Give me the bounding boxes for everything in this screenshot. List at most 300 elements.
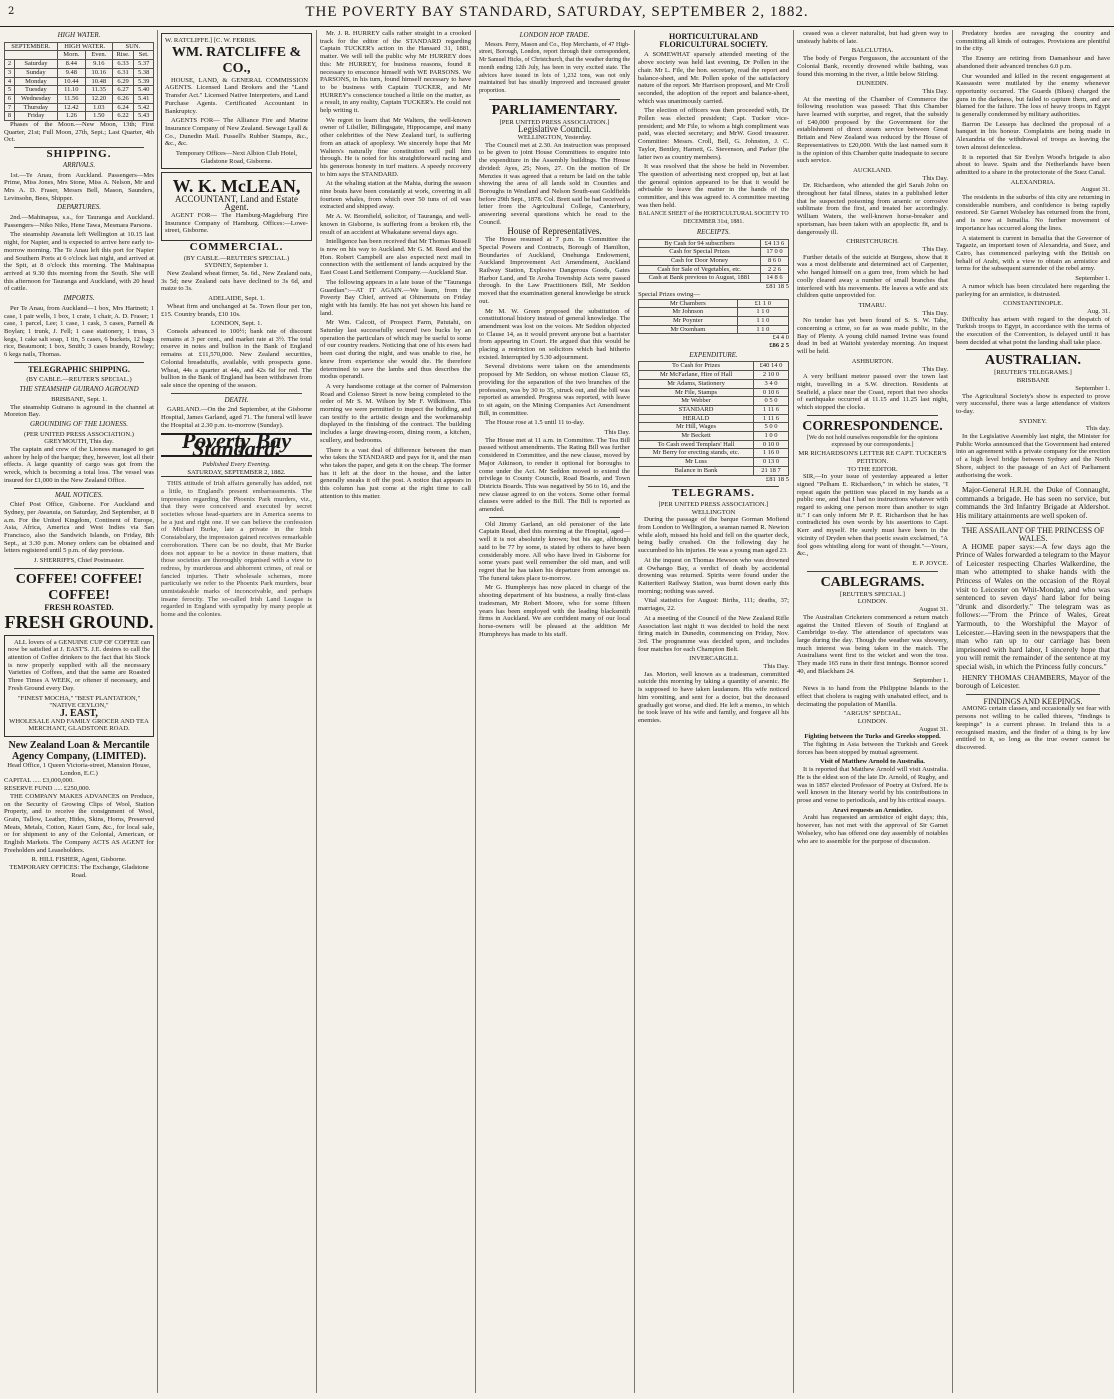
- expend-row: [639, 379, 789, 388]
- commercial-title: COMMERCIAL.: [189, 240, 284, 253]
- tide-row: [5, 94, 154, 103]
- reserve: RESERVE FUND ..... £250,000.: [4, 785, 91, 793]
- column-rule: [952, 30, 953, 1393]
- parl-title: PARLIAMENTARY.: [491, 102, 618, 118]
- nzloan-text: THE COMPANY MAKES ADVANCES on Produce, on the Security of Growing Clips of Wool, Station Property, and to receive the consignment of Wool, Grain, Tallow, Leather, Hides, Skins, Horns, Preserved Meats, Metals, Cotton, Kauri Gum, &c., for local sale, or for shipment to any of the Colonial, American, or English Markets. The Company ACTS AS AGENT for Freeholders and Leaseholders.: [4, 792, 154, 854]
- tide-row-cell: Saturday: [15, 60, 58, 69]
- ashburton-thisday: This Day.: [922, 365, 948, 373]
- mail-text: Chief Post Office, Gisborne. For Auckland and Sydney, per Awanuia, on Saturday, 2nd September, at 8 a.m. For the United Kingdom, Continent of Europe, Asia, Africa, America and West Indies via San Francisco, also the Sandwich Islands, on Friday, 8th Sept., at 3.30 p.m. Money orders can be obtained and letters registered until 5 p.m. of day previous.: [4, 501, 154, 555]
- tide-col-sun: SUN.: [112, 42, 153, 51]
- hr-text: The House rose at 1.5 until 11 to-day.: [485, 419, 585, 427]
- moon-note: Phases of the Moon.—New Moon, 13th; First Quarter, 21st; Full Moon, 27th, Sept.; Last Quarter, 4th Oct.: [4, 121, 154, 144]
- hort-text: A SOMEWHAT sparsely attended meeting of the above society was held last evening, Dr Pollen in the chair. Mr L. File, the hon. secretary, read the report and balance-sheet, and Mr. Pollen spoke of the satisfactory nature of the report. Mr Harrison proposed, and Mr Croll seconded, the adoption of the report and balance-sheet, which was unanimously carried.: [638, 51, 789, 105]
- article-paragraph: Barron De Lesseps has declined the proposal of a banquet in his honour. Complaints are being made in Alexandria of the withdrawal of troops as leaving the town almost defenceless.: [956, 120, 1110, 151]
- article-paragraph: Intelligence has been received that Mr Thomas Russell is now on his way to Auckland. Mr G. M. Reed and the Hon. Robert Campbell are also expected next mail in connection with the settlement of lands acquired by the East Coast Land Settlement Company.—Auckland Star.: [320, 238, 471, 277]
- tide-row-cell: 10.44: [57, 77, 85, 86]
- auckland-title: AUCKLAND.: [853, 166, 892, 174]
- receipts-row: [639, 265, 789, 274]
- tide-sub: [5, 51, 58, 60]
- tide-row-cell: 5.37: [134, 60, 154, 69]
- expend-row: [639, 397, 789, 406]
- cable-date2: September 1.: [913, 677, 948, 685]
- tide-row-cell: 1.03: [85, 103, 112, 112]
- arnold-text: It is reported that Matthew Arnold will visit Australia. He is the eldest son of the late Dr. Arnold, of Rugby, and was in 1857 elected Professor of Poetry at Oxford. He is well known in the literary world by his contributions in prose and verse to periodicals, and by his critical essays.: [797, 766, 948, 804]
- expend-total: £81 18 5: [765, 475, 789, 483]
- alex-title: ALEXANDRIA.: [1010, 178, 1056, 186]
- expend-row: [639, 449, 789, 458]
- cable-text: The Australian Cricketers commenced a return match against the United Eleven of South of England at Cambridge to-day. The attendance of spectators was large during the day. Though the weather was showery, much interest was being taken in the match. The Australians went first to the wicket and won the toss. They made 165 runs in their first innings. Bonnor scored 40, and Blackham 24.: [797, 613, 948, 675]
- article-paragraph: Predatory hordes are ravaging the country and committing all kinds of outrages. Provisions are plentiful in the city.: [956, 30, 1110, 53]
- adelaide-text: Wheat firm and unchanged at 5s. Town flour per ton, £15. Country brands, £10 10s.: [161, 302, 312, 318]
- tide-row-cell: 10.16: [85, 68, 112, 77]
- column-6: [797, 30, 948, 1393]
- argus-london: LONDON.: [857, 717, 888, 725]
- tide-row-cell: 11.35: [85, 86, 112, 95]
- ratcliffe-ad: [161, 33, 312, 169]
- masthead: [0, 0, 1114, 27]
- agents-for: AGENTS FOR— The Alliance Fire and Marine Insurance Company of New Zealand. Sewage Lyall & Co., Dunedin Mail. Fussell's Rubber Stamps, &c., &c., &c.: [165, 117, 308, 148]
- sydney-title: SYDNEY.: [1019, 417, 1047, 425]
- balance-title: BALANCE SHEET of the HORTICULTURAL SOCIETY TO DECEMBER 31st, 1881.: [638, 211, 789, 226]
- imports-text: Per Te Anau, from Auckland—1 box, Mrs Hartnett; 1 case, 1 pair wells, 1 box, 1 crate, 1 chair, A. D. Fraser; 1 case, 1 parcel, Lee; 1 case, 1 cask, 3 cases, Parnell & Boylan; 1 trunk, J. Fell; 1 case stationery, 1 truss, 3 kegs, 1 cake salt soap, 1 tin, 5 cases, 6 buckets, 12 bags rice, Beaumont; 1 box, Smith; 3 cases brandy, Rowley; 6 kegs nails, Thomas.: [4, 304, 154, 359]
- capital: CAPITAL ..... £3,000,000.: [4, 777, 74, 785]
- expend-row: [639, 458, 789, 467]
- lioness-title: GROUNDING OF THE LIONESS.: [30, 419, 128, 428]
- argus-head: Fighting between the Turks and Greeks stopped.: [804, 733, 941, 741]
- brisbane-date: September 1.: [1075, 384, 1110, 392]
- expend-table: [638, 361, 789, 475]
- departures-text: 2nd.—Mahinapua, s.s., for Tauranga and Auckland. Passengers—Niko Niko, Hene Tawa, Mesmara Parsons.: [4, 214, 154, 229]
- sydney-text: New Zealand wheat firmer, 5s. 6d., New Zealand oats, 3s 5d; new Zealand oats have declined to 3s 6d, and maize to 3s.: [161, 270, 312, 293]
- death-text: GARLAND.—On the 2nd September, at the Gisborne Hospital, James Garland, aged 71. The funeral will leave the Hospital at 2.30 p.m. to-morrow (Sunday).: [161, 406, 312, 429]
- tel-text: At a meeting of the Council of the New Zealand Rifle Association last night it was decided to hold the next firing match in Dunedin, commencing on Friday, Nov. 3rd. The programme was decided upon, and includes four matches for each Champion Belt.: [638, 614, 789, 653]
- receipts-title: RECEIPTS.: [696, 227, 731, 236]
- tide-row-cell: 6.31: [112, 68, 134, 77]
- mocha: "FINEST MOCHA," "BEST PLANTATION," "NATIVE CEYLON,": [17, 694, 141, 710]
- tide-sub: Rise.: [112, 51, 134, 60]
- lc-text: The Council met at 2.30. An instruction was proposed to be given to joint House Committees to enquire into the expenditure in the Assembly buildings. The House divided: Ayes, 25; Noes, 27. On the motion of Dr Menzies it was agreed that a return be laid on the table showing the area of all lands sold in Counties and Boroughs in Westland and Nelson South-east Goldfields before 29th Sept., 1878. Col. Brett said he had received a letter from the Agricultural College, Canterbury, answering several questions which he read to the Council.: [479, 141, 630, 226]
- findings-title: FINDINGS AND KEEPINGS.: [983, 696, 1083, 706]
- special-row-cell: 1 1 0: [737, 308, 788, 317]
- tide-row: [5, 103, 154, 112]
- column-1: [4, 30, 154, 1393]
- mail-title: MAIL NOTICES.: [54, 490, 104, 499]
- tide-row-cell: 9.48: [57, 68, 85, 77]
- auckland-text: Dr. Richardson, who attended the girl Sarah John on throughout her fatal illness, states in a published letter that he suspected poisoning from arsenic or corrosive sublimate from the first, and treated her accordingly. William Waters, the well-known horse-breaker and sportsman, has been taken with an apoplectic fit, and is dangerously ill.: [797, 182, 948, 236]
- tide-row: [5, 60, 154, 69]
- article-paragraph: At the whaling station at the Mahia, during the season nine boats have been constantly at work, covering in all fourteen whales, from which over 50 tuns of oil was extracted and shipped away.: [320, 180, 471, 211]
- agent: R. HILL FISHER, Agent, Gisborne.: [31, 856, 127, 864]
- receipts-row-cell: 2 2 6: [760, 265, 788, 274]
- coffee-text: ALL lovers of a GENUINE CUP OF COFFEE can now be satisfied at J. EAST'S. J.E. desires to call the attention of Coffee drinkers to the fact that his Stock is now properly supplied with all the necessary Varieties of Coffees, and that the same are Roasted Three Times A WEEK, or oftener if necessary, and Fresh Ground every Day.: [8, 638, 150, 692]
- special-row-cell: £1 1 0: [737, 299, 788, 308]
- invercargill-title: INVERCARGILL: [689, 655, 738, 663]
- tide-row-cell: 11.56: [57, 94, 85, 103]
- receipts-row: [639, 239, 789, 248]
- coffee-ad: [4, 635, 154, 737]
- expend-row-cell: To Cash for Prizes: [639, 362, 754, 371]
- arnold-head: Visit of Matthew Arnold to Australia.: [820, 758, 925, 766]
- fresh-ground: FRESH GROUND.: [4, 611, 154, 632]
- expend-row-cell: Mr Hill, Wages: [639, 423, 754, 432]
- lc-dateline: WELLINGTON, Yesterday.: [517, 134, 592, 142]
- expend-row: [639, 423, 789, 432]
- wales-sig: HENRY THOMAS CHAMBERS, Mayor of the borough of Leicester.: [956, 672, 1110, 691]
- tide-row-cell: 12.20: [85, 94, 112, 103]
- article-paragraph: Mr Wm. Calcott, of Prospect Farm, Patutahi, on Saturday last successfully secured two bucks by an operation the particulars of which may be useful to some of our country readers. Noticing that one of his ewes had been cast during the night, and was unable to rise, he knew from experience she would die. He therefore determined to save the lambs and thus describes the modus operandi.: [320, 319, 471, 381]
- tide-row-cell: 9.16: [85, 60, 112, 69]
- tide-row-cell: 8: [5, 112, 15, 121]
- balclutha-text: The body of Fergus Fergusson, the accountant of the Colonial Bank, recently drowned while bathing, was found this morning in the river, a little below Stirling.: [797, 55, 948, 78]
- brisbane-title: BRISBANE: [1016, 377, 1050, 385]
- telegraphic-sub: (BY CABLE.—REUTER'S SPECIAL.): [26, 376, 132, 384]
- parl-sub: [PER UNITED PRESS ASSOCIATION.]: [499, 118, 610, 126]
- arrivals-title: ARRIVALS.: [62, 160, 96, 169]
- hr-thisday: This Day.: [604, 429, 630, 437]
- tide-row-cell: 5.38: [134, 68, 154, 77]
- arrivals-text: 1st.—Te Anau, from Auckland. Passengers—Mrs Prime, Miss Jones, Mrs Stone, Miss A. Nelson, Mr and Mrs A. D. Fraser, Messrs Bell, Mason, Saunders, Levinsohn, Bees, Shipper.: [4, 171, 154, 202]
- adelaide-dateline: ADELAIDE, Sept. 1.: [208, 295, 265, 303]
- tide-row-cell: 5.43: [134, 112, 154, 121]
- article-paragraph: We regret to learn that Mr Walters, the well-known owner of Lilsiller, Billingsgate, Hippocampe, and many other celebrities of the New Zealand turf, is suffering from an attack of apoplexy. We sincerely hope that Mr Walters's naturally fine constitution will pull him through. He is noted for his straightforward racing and his generous honesty in turf matters. A speedy recovery to him says the STANDARD.: [320, 116, 471, 178]
- tide-row-cell: 6.24: [112, 103, 134, 112]
- tide-sub: Even.: [85, 51, 112, 60]
- tel-text: Vital statistics for August: Births, 111; deaths, 37; marriages, 22.: [638, 597, 789, 613]
- death-title: DEATH.: [224, 395, 249, 404]
- tide-col-high: HIGH WATER.: [57, 42, 112, 51]
- receipts-row-cell: Cash for Sale of Vegetables, etc.: [639, 265, 761, 274]
- expend-row-cell: Mr Berry for erecting stands, etc.: [639, 449, 754, 458]
- expend-row-cell: 2 10 0: [754, 371, 789, 380]
- tide-row-cell: 6.26: [112, 94, 134, 103]
- column-rule: [316, 30, 317, 1393]
- aus-title: AUSTRALIAN.: [984, 353, 1082, 369]
- expend-row-cell: 1 11 6: [754, 405, 789, 414]
- special-row-cell: Mr Chambers: [639, 299, 738, 308]
- page-number: 2: [8, 6, 15, 17]
- ratcliffe-top: W. RATCLIFFE.] [C. W. FERRIS.: [165, 37, 257, 44]
- london-dateline: LONDON, Sept. 1.: [210, 320, 263, 328]
- expend-row-cell: Mr Adams, Stationery: [639, 379, 754, 388]
- christchurch-text: Further details of the suicide at Burgess, show that it was a most deliberate and determined act of Carpenter, who hanged himself on a gum tree, from which he had coolly cleared away a number of small branches that interfered with his movements. He leaves a wife and six children quite unprovided for.: [797, 253, 948, 300]
- article-paragraph: The Enemy are retiring from Damanhour and have abandoned their advanced trenches 6.0 p.m.: [956, 55, 1110, 70]
- tide-row-cell: 1.50: [85, 112, 112, 121]
- alex-text: A rumor which has been circulated here regarding the parleying for an armistice, is distrusted.: [956, 282, 1110, 298]
- cable-date: August 31.: [919, 606, 948, 614]
- tide-row-cell: 4: [5, 77, 15, 86]
- leader-article: THIS attitude of Irish affairs generally has added, not a little, to England's present embarrassments. The impression regarding the Phoenix Park murders, viz., that they were conceived and executed by secret societies whose head-quarters are in America seems to be a just and right one. If we can believe the confession of Michael Burke, late a private in the Irish Constabulary, the impression gained receives remarkable corroboration. There can be no doubt, that Mr Burke does not appear to be a novice in these matters, that those societies are thoroughly organised with a view to redress, by murderous and abhorrent crimes, of real or fancied injuries. Their wholesale schemes, more particularly we refer to the Phoenix Park murders, bear unmistakeable marks of inconceivable, and perhaps insane ferocity. The so-called Irish Land League is regarded in England with sympathy by many people at home and the colonies.: [161, 480, 312, 619]
- christchurch-title: CHRISTCHURCH.: [846, 238, 899, 246]
- special-row: [639, 316, 789, 325]
- aravi-head: Aravi requests an Armistice.: [832, 806, 913, 814]
- receipts-table: [638, 239, 789, 284]
- argus-text: The fighting in Asia between the Turkish and Greek forces has been stopped by mutual agreement.: [797, 741, 948, 756]
- special-row-cell: 1 1 0: [737, 325, 788, 334]
- expend-row: [639, 388, 789, 397]
- tide-row-cell: 11.10: [57, 86, 85, 95]
- telegraphic-title: TELEGRAPHIC SHIPPING.: [28, 364, 130, 374]
- mclean-name: W. K. McLEAN,: [172, 176, 301, 197]
- sydney-dateline: SYDNEY, September 1.: [204, 262, 269, 270]
- hort-text: The election of officers was then proceeded with, Dr Pollen was elected president; Capt. Tucker vice-president; and Mr File, to whom a high compliment was paid, was elected secretary; and MrW. Good treasurer. Committee: Messrs. Croll, Bell, G. Johnston, J. C. Taylor, Bentley, Harnett, G. Stevenson, and Parker (the latter two as country members).: [638, 107, 789, 161]
- const-date: Aug. 31.: [1087, 307, 1110, 315]
- column-3: [320, 30, 471, 1393]
- tide-row-cell: 6.27: [112, 86, 134, 95]
- issue-date: SATURDAY, SEPTEMBER 2, 1882.: [161, 469, 312, 478]
- brisbane-text: The Agricultural Society's show is expected to prove very successful, there was a large attendance of visitors to-day.: [956, 392, 1110, 415]
- dunedin-text: At the meeting of the Chamber of Commerce the following resolution was passed: That this Chamber have learned with surprise, and regret, that the subsidy of £40,000 proposed by the Government for the establishment of direct steam service between Great Britain and New Zealand was reduced by the House of Representatives to £20,000. With the last named sum it is the opinion of this Chamber quite inadequate to secure such service.: [797, 95, 948, 165]
- tide-row-cell: 2: [5, 60, 15, 69]
- hr-text: The House met at 11 a.m. in Committee. The Tea Bill passed without amendments. The Rating Bill was further considered in Committee, and the new clause, moved by Major Atkinson, to render it optional for boroughs to come under the Act. Mr Seddon moved to extend the privilege to County Councils, Road Boards, and Town Districts Boards. This was negatived by 56 to 16, and the new clause agreed to on the voices. Some other formal clauses were added to the Bill. The Bill is reported as amended.: [479, 436, 630, 514]
- tide-sub: Set.: [134, 51, 154, 60]
- article-paragraph: A very handsome cottage at the corner of Palmerston Road and Colenso Street is now being completed to the order of Mr S. M. Wilson by Mr F. Wilkinson. This morning we were permitted to inspect the building, and can testify to the artistic design and the workmanship displayed in the finishing of the contract. The building includes a large drawing-room, dining room, a kitchen, scullery, and bedrooms.: [320, 382, 471, 444]
- expend-title: EXPENDITURE.: [689, 350, 738, 359]
- expend-row-cell: HERALD: [639, 414, 754, 423]
- article-paragraph: Mr G. Humphreys has now placed in charge of the shooting department of his business, a really first-class tradesman, Mr Robert Moore, who for some fifteen years has been employed with the leading blacksmith firms in Auckland. We are confident many of our local horse-owners will be pleased at the addition Mr Humphreys has made to his staff.: [479, 584, 630, 638]
- const-title: CONSTANTINOPLE.: [1003, 300, 1063, 308]
- argus-title: "ARGUS" SPECIAL.: [843, 710, 902, 718]
- corr-note: [We do not hold ourselves responsible for the opinions expressed by our correspondents.]: [806, 434, 939, 449]
- east-desc: WHOLESALE AND FAMILY GROCER AND TEA MERCHANT, GLADSTONE ROAD.: [9, 717, 149, 733]
- const-text: Difficulty has arisen with regard to the despatch of Turkish troops to Egypt, in accordance with the terms of the execution of the Convention, is delayed until it has been decided at what point the landing shall take place.: [956, 315, 1110, 346]
- article-paragraph: The following appears in a late issue of the "Tauranga Guardian":—AT IT AGAIN.—We learn, from the Poverty Bay Chief, arrived at Ohinemutu on Friday night with his family. He has not yet shown his hand re land.: [320, 278, 471, 317]
- invercargill-text: Jas. Morton, well known as a tradesman, committed suicide this morning by taking a quantity of arsenic. He is supposed to have taken laudanum. His wife noticed him vomiting, and sent for a doctor, but the deceased gradually got worse, and died. He left a memo., in which he took leave of his wife and family, and forgave all his enemies.: [638, 670, 789, 724]
- hop-title: LONDON HOP TRADE.: [519, 31, 590, 39]
- receipts-row: [639, 274, 789, 283]
- mclean-ad: [161, 172, 312, 241]
- published: Published Every Evening.: [202, 460, 271, 468]
- expend-row-cell: STANDARD: [639, 405, 754, 414]
- tide-row-cell: Friday: [15, 112, 58, 121]
- receipts-row: [639, 256, 789, 265]
- hr-text: Mr M. W. Green proposed the substitution of constitutional history instead of general knowledge. The amendment was lost on the voices. Mr Seddon objected to Clause 14, as it would prevent anyone but a barrister from appearing in Court. He argued that this would be placing a restriction on solicitors which had hitherto existed. Interrupted by 5.30 adjournment.: [479, 307, 630, 361]
- tide-row-cell: Sunday: [15, 68, 58, 77]
- mclean-agent: AGENT FOR— The Hamburg-Magdeburg Fire Insurance Company of Hamburg. Offices:—Lowe-street, Gisborne.: [165, 211, 308, 235]
- special-total: £4 4 0: [772, 334, 789, 342]
- tide-row-cell: 5.39: [134, 77, 154, 86]
- wales-title: THE ASSAILANT OF THE PRINCESS OF WALES.: [961, 526, 1105, 543]
- expend-row-cell: 0 5 0: [754, 397, 789, 406]
- tel-sub: [PER UNITED PRESS ASSOCIATION.]: [658, 500, 769, 508]
- telegrams-title: TELEGRAMS.: [671, 487, 756, 500]
- london-text: Consols advanced to 100½; bank rate of discount remains at 3 per cent., and market rate at 3½. The total reserve in notes and bullion in the Bank of England remains at £11,570,000. New Zealand securities, Colonial breadstuffs, available, with prospects gone. Wheat, 44s a quarter at 44s, and 42s 6d for red. The bullion in the Bank of England has been withdrawn from sale since the opening of the season.: [161, 327, 312, 389]
- ashburton-title: ASHBURTON.: [851, 357, 894, 365]
- receipts-row-cell: Cash for Door Money: [639, 256, 761, 265]
- tide-row-cell: Tuesday: [15, 86, 58, 95]
- balclutha-title: BALCLUTHA.: [851, 47, 894, 55]
- tide-heading: HIGH WATER.: [57, 31, 101, 39]
- expend-row-cell: Mr Luss: [639, 458, 754, 467]
- tide-row-cell: 5.40: [134, 86, 154, 95]
- article-paragraph: Our wounded and killed in the recent engagement at Kassassin were mutilated by the enemy whenever opportunity occurred. The Guards (Blues) charged the guns in the darkness, but failed to capture them, and are blamed for the failure. The loss of heavy troops in Egypt is generally condemned by military authorities.: [956, 72, 1110, 119]
- tel-text: At the inquest on Thomas Hewson who was drowned at Owhango Bay, a verdict of death by accidental drowning was returned. Spirits were found under the Kaiteriteri Railway Station, was burnt down early this morning; nothing was saved.: [638, 556, 789, 595]
- cable-title: CABLEGRAMS.: [820, 574, 925, 590]
- tide-sub: Morn.: [57, 51, 85, 60]
- expend-row: [639, 405, 789, 414]
- imports-title: IMPORTS.: [63, 294, 95, 303]
- guirano-title: THE STEAMSHIP GUIRANO AGROUND: [19, 385, 139, 394]
- hort-text: It was resolved that the show be held in November. The question of advertising next cropped up, but at last the general opinion appeared to be that it would be advisable to leave the matter in the hands of the committee, and this was agreed to. A committee meeting was then held.: [638, 163, 789, 209]
- special-row-cell: Mr Poynter: [639, 316, 738, 325]
- receipts-row-cell: Cash at Bank previous to August, 1881: [639, 274, 761, 283]
- expend-row-cell: To Cash owed Templars' Hall: [639, 440, 754, 449]
- tide-row: [5, 68, 154, 77]
- special-table: [638, 299, 789, 335]
- hr-title: House of Representatives.: [507, 226, 602, 237]
- tide-row-cell: 7: [5, 103, 15, 112]
- expend-row-cell: Mr Webber: [639, 397, 754, 406]
- corr-text: SIR,—In your issue of yesterday appeared a letter signed "Pelham E. Richardson," in which he states, "I repeat again the petition was placed in my hands as a public one, and that I had no instructions whatever with regard to asking one person more than another to sign it." I can only inform Mr P. E. Richardson that he has contradicted his own words by his assertions to Capt. Kerr and myself. He surely must have been in the vicinity of Dryden when that poetic swain exclaimed, "A fool goes whistling along for want of thought."—Yours, &c.,: [797, 473, 948, 558]
- hort-title: HORTICULTURAL AND FLORICULTURAL SOCIETY.: [659, 32, 768, 49]
- expend-row-cell: 1 16 0: [754, 449, 789, 458]
- dunedin-title: DUNEDIN.: [856, 80, 889, 88]
- tide-row-cell: 1.26: [57, 112, 85, 121]
- tide-row-cell: 8.44: [57, 60, 85, 69]
- argus-date: August 31.: [919, 725, 948, 733]
- hr-text: The House resumed at 7 p.m. In Committee the Special Powers and Contracts, Borough of Hamilton, Boundaries of Auckland, Onehunga Endowment, Auckland Improvement Act Amendment, Auckland Railway Station, Explosive Dangerous Goods, Gates Harbor Land, and Te Aroha Township Acts were passed through. In the Law Practitioners Bill, Mr Seddon moved that the examination general knowledge be struck out.: [479, 236, 630, 305]
- receipts-row-cell: 17 0 0: [760, 248, 788, 257]
- tide-row-cell: Thursday: [15, 103, 58, 112]
- tide-table: [4, 42, 154, 121]
- special-row: [639, 299, 789, 308]
- column-rule: [157, 30, 158, 1393]
- guirano-dateline: BRISBANE, Sept. 1.: [51, 395, 107, 403]
- corr-heading: MR RICHARDSON'S LETTER RE CAPT. TUCKER'S PETITION.: [798, 450, 947, 465]
- expend-row-cell: Mr McFarlane, Hire of Hall: [639, 371, 754, 380]
- cable-london: LONDON.: [857, 598, 888, 606]
- temp-offices: TEMPORARY OFFICES: The Exchange, Gladstone Road.: [9, 864, 149, 879]
- tide-row: [5, 112, 154, 121]
- receipts-row: [639, 248, 789, 257]
- expend-row: [639, 362, 789, 371]
- tide-row-cell: 3: [5, 68, 15, 77]
- postmaster: J. SHERRIFFS, Chief Postmaster.: [33, 557, 125, 565]
- special-row-cell: Mr Johnson: [639, 308, 738, 317]
- alex-text: A statement is current in Ismailia that the Governor of Tagaziz, an important town of Alexandria, and Suez, and Cairo, has commenced parleying with the British on behalf of Arabi, with a view to obtain an armistice and terms for the subsequent surrender of the rebel army.: [956, 234, 1110, 273]
- timaru-title: TIMARU.: [858, 301, 887, 309]
- receipts-total: £81 18 5: [765, 283, 789, 291]
- ratcliffe-text: HOUSE, LAND, & GENERAL COMMISSION AGENTS. Licensed Land Brokers and the "Land Transfer Act." Licensed Native Interpreters, and Land Purchase Agents. Certificated Accountant in Bankruptcy.: [165, 76, 308, 115]
- lioness-sub: (PER UNITED PRESS ASSOCIATION.): [24, 430, 134, 438]
- column-4: [479, 30, 630, 1393]
- temp-office: Temporary Offices—Next Albion Club Hotel, Gladstone Road, Gisborne.: [175, 150, 298, 165]
- timaru-thisday: This Day.: [922, 309, 948, 317]
- special-row: [639, 325, 789, 334]
- expend-row: [639, 414, 789, 423]
- invercargill-thisday: This Day.: [763, 663, 789, 671]
- column-2: [161, 30, 312, 1393]
- tide-row: [5, 86, 154, 95]
- shipping-notes: The steamship Awanuia left Wellington at 10.15 last night, for Napier, and is expected to arrive here early to-morrow morning. The Te Anau left this port for Napier and Southern Ports at 6 o'clock last night, and arrived at the Spit, at 8 o'clock this morning. The Mahinapua arrived at 9.30 this morning from the South. She will this afternoon for Tauranga and Auckland, with 20 head of cattle.: [4, 231, 154, 293]
- expend-row-cell: 1 11 6: [754, 414, 789, 423]
- auckland-thisday: This Day.: [922, 174, 948, 182]
- expend-row: [639, 466, 789, 475]
- alex-text: The residents in the suburbs of this city are returning in considerable numbers, and confidence is being rapidly restored. Sir Garnet Wolseley has returned from the front, and is now at Ismailia. No further movement of importance has occurred along the lines.: [956, 194, 1110, 232]
- expend-row-cell: Mr Beckett: [639, 432, 754, 441]
- column-7: [956, 30, 1110, 1393]
- christchurch-thisday: This Day.: [922, 245, 948, 253]
- newspaper-title: THE POVERTY BAY STANDARD, SATURDAY, SEPTEMBER 2, 1882.: [305, 4, 809, 20]
- expend-row-cell: Balance in Bank: [639, 466, 754, 475]
- tide-row-cell: 6.29: [112, 77, 134, 86]
- lc-title: Legislative Council.: [518, 124, 591, 135]
- receipts-row-cell: 14 8 6: [760, 274, 788, 283]
- tide-row-cell: 5.42: [134, 103, 154, 112]
- timaru-text: No tender has yet been found of S. S. W. Tabe, concerning a crime, so far as was made public, in the Bay of Plenty. A young child named Irvine was found dead in bed at Waitohi yesterday morning. An inquest will be held.: [797, 317, 948, 356]
- column-rule: [793, 30, 794, 1393]
- guirano-text: The steamship Guirano is aground in the channel at Moreton Bay.: [4, 403, 154, 419]
- alex-date: August 31.: [1081, 186, 1110, 194]
- tide-row-cell: 5.41: [134, 94, 154, 103]
- column-5: [638, 30, 789, 1393]
- nzloan-office: Head Office, 1 Queen Victoria-street, Mansion House, London, E.C.): [7, 762, 151, 777]
- tide-row-cell: 5: [5, 86, 15, 95]
- tide-row-cell: 12.42: [57, 103, 85, 112]
- tide-row-cell: Monday: [15, 77, 58, 86]
- article-paragraph: Mr A. W. Bromfield, solicitor, of Tauranga, and well-known in Gisborne, is suffering from a broken rib, the result of an accident at Whakatane several days ago.: [320, 213, 471, 236]
- mclean-title: ACCOUNTANT, Land and Estate Agent.: [174, 194, 299, 213]
- expend-row: [639, 440, 789, 449]
- duke-text: Major-General H.R.H. the Duke of Connaught, commands a brigade. He has seen no service, but commands the 3rd Infantry Brigade at Aldershot. His military attainments are well spoken of.: [956, 485, 1110, 520]
- receipts-row-cell: 8 6 0: [760, 256, 788, 265]
- article-paragraph: It is reported that Sir Evelyn Wood's brigade is also about to leave. Spain and the Netherlands have been admitted to a share in the protectorate of the Suez Canal.: [956, 153, 1110, 176]
- tide-row: [5, 77, 154, 86]
- nameplate: Poverty Bay Standard.: [161, 433, 312, 456]
- tel-wellington: WELLINGTON: [691, 508, 736, 516]
- wales-text: A HOME paper says:—A few days ago the Prince of Wales forwarded a telegram to the Mayor of Leicester respecting Charles Walkerdine, the man who attempted to shake hands with the Princess of Wales on the occasion of the Royal visit to Leicester on Whit-Monday, and who was sentenced to seven days' hard labor for being "drunk and disorderly." The telegram was as follows:—"From the Prince of Wales, Great Yarmouth, to the Worshipful the Mayor of Leicester.—Having seen in the newspapers that the man who ran up to our carriage has been imprisoned with hard labor, I sincerely hope that you will remit the remainder of the sentence at my special wish, in which the Princess fully concurs.": [956, 541, 1110, 671]
- grand-total: £86 2 5: [769, 342, 789, 350]
- alex-date2: September 1.: [1075, 275, 1110, 283]
- expend-row-cell: 21 18 7: [754, 466, 789, 475]
- tide-row-cell: 6.22: [112, 112, 134, 121]
- tide-row-cell: Wednesday: [15, 94, 58, 103]
- lioness-text: The captain and crew of the Lioness managed to get ashore by help of the barque; they, however, lost all their effects. A large quantity of cargo was got from the wreck, which is becoming a total loss. The vessel was insured for £1,000 in the New Zealand Office.: [4, 446, 154, 484]
- sydney-text: In the Legislative Assembly last night, the Minister for Public Works announced that the Government had entered into an agreement with a private company for the erection of a high level bridge between Sydney and the North Shore, subject to the passage of an Act of Parliament authorising the work.: [956, 433, 1110, 479]
- findings-text: AMONG certain classes, and occasionally we fear with persons not willing to be called thieves, "findings is keepings" is a current phrase. In Ireland this is a recognised maxim, and the finder of a thing is by law entitled to it, so long as the true owner cannot be discovered.: [956, 705, 1110, 751]
- corr-title: CORRESPONDENCE.: [802, 418, 943, 434]
- ratcliffe-name: WM. RATCLIFFE & CO.,: [171, 44, 302, 76]
- expend-row-cell: £40 14 0: [754, 362, 789, 371]
- article-paragraph: Old Jimmy Garland, an old pensioner of the late Captain Read, died this morning at the Hospital, aged—well it is not absolutely known; but his age, although said to be 77 by some, is stated by others to have been considerably more. All who have lived in Gisborne for some years past well remember the old man, and will regret that he has taken his departure from amongst us. The funeral takes place to-morrow.: [479, 520, 630, 582]
- expend-row: [639, 371, 789, 380]
- ashburton-text: A very brilliant meteor passed over the town last night, travelling in a S.W. direction. Residents at Seafield, a place near the Coast, report that two shocks of earthquake occurred at 11.15 and 11.25 last night, which stopped the clocks.: [797, 373, 948, 412]
- receipts-row-cell: £4 13 6: [760, 239, 788, 248]
- expend-row-cell: Mr File, Stamps: [639, 388, 754, 397]
- aravi-text: Arabi has requested an armistice of eight days; this, however, has not met with the approval of Sir Garnet Wolseley, who has offered one day assembly of notables who are to assemble for the purpose of discussion.: [797, 814, 948, 845]
- cable-text2: News is to hand from the Philippine Islands to the effect that cholera is raging with unabated effect, and is decimating the population of Manilla.: [797, 685, 948, 708]
- column-rule: [475, 30, 476, 1393]
- special-row: [639, 308, 789, 317]
- article-paragraph: Mr. J. R. HURREY calls rather straight in a crooked track for the editor of the STANDARD regarding Captain TUCKER's action in the Hansard 31, 1881, matter. We will tell the public why Mr HURREY does this: Mr HURREY, for business reasons, found it necessary to ensconce himself with WE PARSONS. We PARSONS, in his turn, found himself necessary to have to be business with Captain TUCKER, and Mr HURREY's conscience touched a little on the matter, as a result, in any reality, Captain TUCKER's. He could not help writing it.: [320, 30, 471, 115]
- cable-sub: [REUTER'S SPECIAL.]: [840, 590, 905, 598]
- tide-row-cell: 6: [5, 94, 15, 103]
- sydney-date: This day.: [1085, 425, 1110, 433]
- east-name: J. EAST,: [60, 707, 98, 719]
- tide-row-cell: 10.48: [85, 77, 112, 86]
- receipts-row-cell: Cash for Special Prizes: [639, 248, 761, 257]
- corr-sig: E. P. JOYCE.: [912, 560, 948, 567]
- expend-row-cell: 3 4 0: [754, 379, 789, 388]
- hop-text: Messrs. Perry, Mason and Co., Hop Merchants, of 47 High-street, Borough, London, report through their correspondent, Mr Samuel Hicks, of Christchurch, that the weather during the month ending 12th July, has been in very excited state. The advices have issued in lots of 1,232 tons, was not only maintained but has steadily improved and increased greater proportion.: [479, 41, 630, 94]
- tide-row-cell: 6.33: [112, 60, 134, 69]
- receipts-row-cell: By Cash for 94 subscribers: [639, 239, 761, 248]
- coffee-headline: COFFEE! COFFEE! COFFEE!: [15, 571, 143, 603]
- expend-row-cell: 5 0 0: [754, 423, 789, 432]
- lioness-dateline: GREYMOUTH, This day.: [44, 438, 114, 446]
- tide-col-month: SEPTEMBER.: [5, 42, 58, 51]
- departures-title: DEPARTURES.: [56, 203, 101, 212]
- nzloan-title: New Zealand Loan & Mercantile Agency Company, (LIMITED).: [8, 740, 150, 763]
